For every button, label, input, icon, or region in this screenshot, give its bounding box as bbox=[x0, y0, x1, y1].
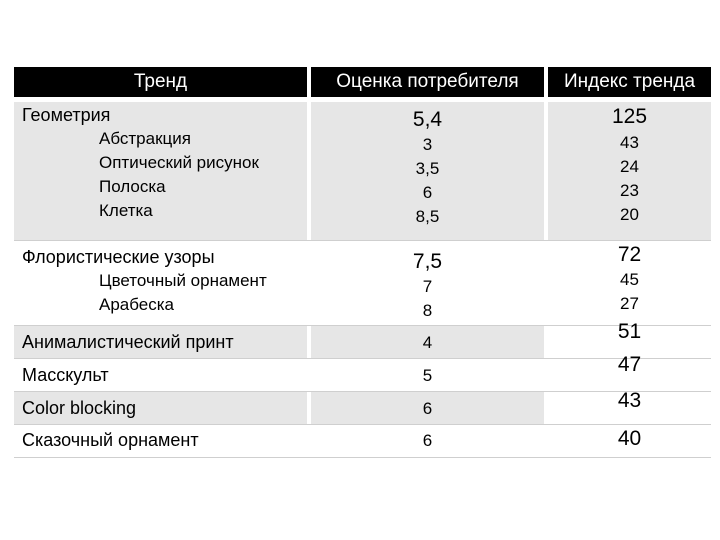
header-trend: Тренд bbox=[14, 67, 307, 97]
header-consumer-score: Оценка потребителя bbox=[311, 67, 544, 97]
index-value: 47 bbox=[617, 353, 642, 376]
index-cell bbox=[548, 389, 711, 424]
trend-name: Сказочный орнамент bbox=[22, 430, 199, 450]
header-trend-index: Индекс тренда bbox=[548, 67, 711, 97]
score-cell bbox=[311, 241, 544, 325]
subindex-value: 43 bbox=[620, 133, 639, 152]
table-row bbox=[14, 102, 711, 240]
subscore-value: 3 bbox=[422, 135, 433, 154]
trend-cell bbox=[14, 392, 307, 424]
index-value: 51 bbox=[617, 320, 642, 343]
trend-subitem: Клетка bbox=[99, 201, 153, 220]
trend-name: Анималистический принт bbox=[22, 332, 234, 352]
subscore-value: 8 bbox=[422, 301, 433, 320]
index-cell bbox=[548, 102, 711, 240]
subscore-value: 8,5 bbox=[415, 207, 440, 226]
trend-cell bbox=[14, 241, 307, 325]
trend-subitem: Полоска bbox=[99, 177, 166, 196]
trend-cell bbox=[14, 326, 307, 358]
trend-name: Масскульт bbox=[22, 365, 109, 385]
score-value: 5,4 bbox=[412, 108, 443, 131]
score-value: 7,5 bbox=[412, 250, 443, 273]
table-header-row bbox=[14, 67, 711, 97]
trend-name: Color blocking bbox=[22, 398, 137, 418]
subscore-value: 7 bbox=[422, 277, 433, 296]
trend-cell bbox=[14, 102, 307, 240]
table-row bbox=[14, 389, 711, 424]
index-value: 72 bbox=[617, 243, 642, 266]
trend-cell bbox=[14, 359, 307, 391]
index-cell bbox=[548, 425, 711, 457]
subindex-value: 45 bbox=[620, 270, 639, 289]
score-cell bbox=[311, 425, 544, 457]
index-value: 40 bbox=[617, 427, 642, 450]
index-cell bbox=[548, 353, 711, 391]
subindex-value: 23 bbox=[620, 181, 639, 200]
score-value: 6 bbox=[422, 399, 433, 418]
score-value: 6 bbox=[422, 431, 433, 450]
subindex-value: 20 bbox=[620, 205, 639, 224]
subscore-value: 3,5 bbox=[415, 159, 440, 178]
trend-name: Флористические узоры bbox=[22, 247, 215, 267]
trend-cell bbox=[14, 425, 307, 457]
score-value: 4 bbox=[422, 333, 433, 352]
trend-subitem: Арабеска bbox=[99, 295, 175, 314]
trend-subitem: Оптический рисунок bbox=[99, 153, 259, 172]
row-divider bbox=[14, 457, 711, 458]
score-cell bbox=[311, 359, 544, 391]
score-value: 5 bbox=[422, 366, 433, 385]
index-value: 43 bbox=[617, 389, 642, 412]
trend-subitem: Абстракция bbox=[99, 129, 191, 148]
trend-subitem: Цветочный орнамент bbox=[99, 271, 267, 290]
table-row bbox=[14, 425, 711, 457]
subscore-value: 6 bbox=[422, 183, 433, 202]
score-cell bbox=[311, 102, 544, 240]
score-cell bbox=[311, 326, 544, 358]
trend-name: Геометрия bbox=[22, 105, 111, 125]
index-value: 125 bbox=[611, 105, 648, 128]
table-row bbox=[14, 241, 711, 325]
index-cell bbox=[548, 241, 711, 325]
score-cell bbox=[311, 392, 544, 424]
subindex-value: 27 bbox=[620, 294, 639, 313]
table-row bbox=[14, 353, 711, 391]
subindex-value: 24 bbox=[620, 157, 639, 176]
